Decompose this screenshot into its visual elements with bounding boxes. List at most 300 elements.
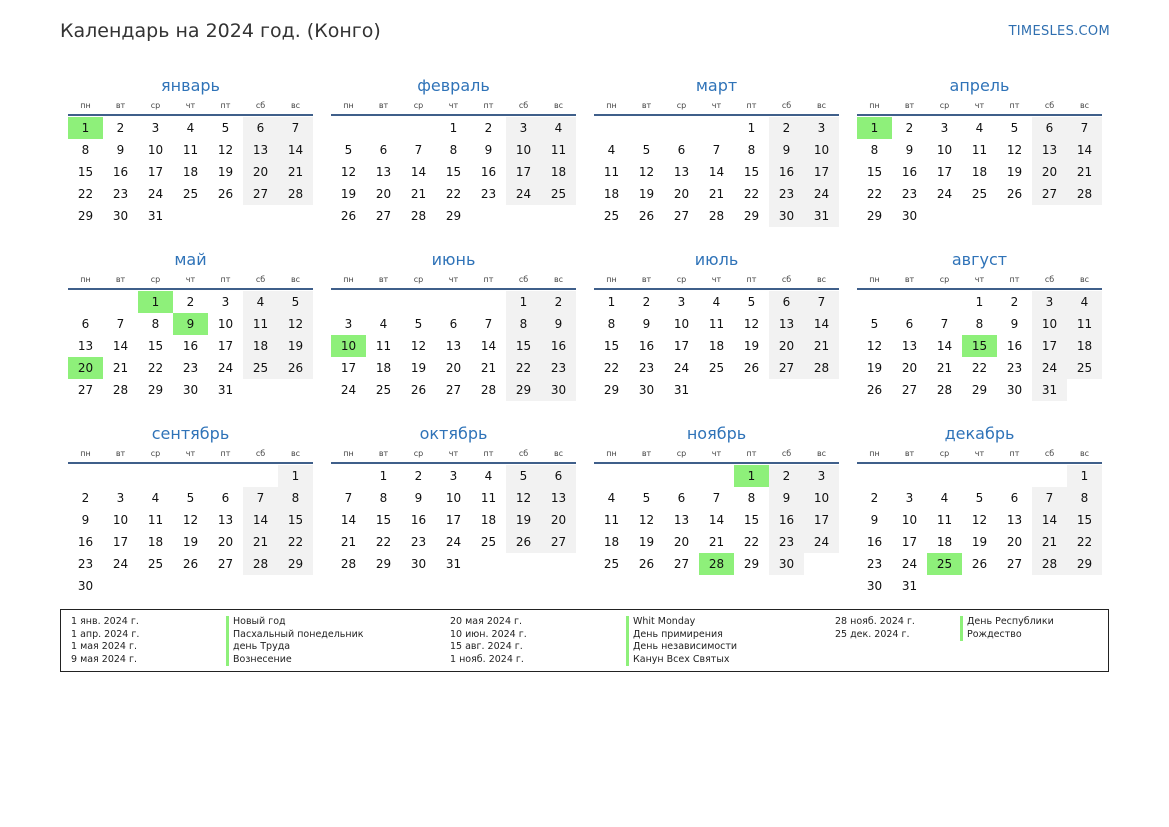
day-cell: 16 bbox=[480, 165, 497, 179]
legend-holiday-name: Whit Monday bbox=[626, 616, 737, 629]
day-cell: 15 bbox=[866, 165, 883, 179]
day-cell: 15 bbox=[603, 339, 620, 353]
weekday-label: чт bbox=[448, 449, 459, 458]
empty-cell bbox=[103, 291, 138, 313]
day-cell: 2 bbox=[870, 491, 879, 505]
day-cell: 23 bbox=[541, 357, 576, 379]
day-cell: 23 bbox=[112, 187, 129, 201]
day-cell: 14 bbox=[112, 339, 129, 353]
month-name: октябрь bbox=[419, 424, 488, 443]
day-cell: 14 bbox=[278, 139, 313, 161]
weekday-header bbox=[68, 98, 313, 116]
day-cell: 9 bbox=[905, 143, 914, 157]
weekday-label: вт bbox=[641, 449, 652, 458]
day-cell: 7 bbox=[712, 143, 721, 157]
day-cell: 16 bbox=[901, 165, 918, 179]
day-cell: 23 bbox=[1006, 361, 1023, 375]
days-grid bbox=[68, 291, 313, 401]
day-cell: 10 bbox=[217, 317, 234, 331]
weekday-label: пн bbox=[343, 449, 354, 458]
weekday-label: чт bbox=[185, 275, 196, 284]
day-cell: 24 bbox=[217, 361, 234, 375]
day-cell: 28 bbox=[708, 209, 725, 223]
day-cell: 12 bbox=[340, 165, 357, 179]
empty-cell bbox=[208, 465, 243, 487]
day-cell: 27 bbox=[243, 183, 278, 205]
weekday-label: чт bbox=[711, 449, 722, 458]
day-cell: 6 bbox=[243, 117, 278, 139]
empty-cell bbox=[103, 465, 138, 487]
weekday-label: вт bbox=[641, 101, 652, 110]
day-cell: 29 bbox=[603, 383, 620, 397]
day-cell: 5 bbox=[414, 317, 423, 331]
weekday-label: ср bbox=[676, 275, 687, 284]
day-cell: 23 bbox=[77, 557, 94, 571]
days-grid bbox=[68, 117, 313, 227]
empty-cell bbox=[331, 117, 366, 139]
weekday-label: пт bbox=[483, 275, 494, 284]
weekday-label: ср bbox=[413, 275, 424, 284]
weekday-label: сб bbox=[518, 275, 529, 284]
weekday-label: пн bbox=[343, 101, 354, 110]
day-cell: 19 bbox=[971, 535, 988, 549]
site-link[interactable]: TIMESLES.COM bbox=[1008, 24, 1110, 39]
day-cell: 30 bbox=[638, 383, 655, 397]
day-cell: 9 bbox=[769, 139, 804, 161]
day-cell: 13 bbox=[375, 165, 392, 179]
day-cell: 6 bbox=[541, 465, 576, 487]
day-cell: 21 bbox=[243, 531, 278, 553]
day-cell: 4 bbox=[607, 491, 616, 505]
day-cell: 6 bbox=[677, 143, 686, 157]
weekday-label: чт bbox=[974, 449, 985, 458]
weekday-label: чт bbox=[448, 275, 459, 284]
legend-holiday-name: День примирения bbox=[626, 629, 737, 642]
empty-cell bbox=[962, 465, 997, 487]
day-cell: 17 bbox=[804, 161, 839, 183]
empty-cell bbox=[331, 291, 366, 313]
day-cell: 24 bbox=[445, 535, 462, 549]
day-cell: 3 bbox=[804, 465, 839, 487]
weekday-label: ср bbox=[939, 449, 950, 458]
day-cell: 28 bbox=[480, 383, 497, 397]
day-cell: 18 bbox=[603, 187, 620, 201]
legend-date: 28 нояб. 2024 г. bbox=[835, 616, 915, 627]
legend-dates-column bbox=[835, 616, 915, 641]
day-cell: 13 bbox=[541, 487, 576, 509]
weekday-label: сб bbox=[781, 275, 792, 284]
day-cell: 25 bbox=[480, 535, 497, 549]
weekday-label: вс bbox=[553, 275, 564, 284]
day-cell: 4 bbox=[541, 117, 576, 139]
day-cell: 29 bbox=[971, 383, 988, 397]
day-cell: 17 bbox=[901, 535, 918, 549]
day-cell: 1 bbox=[506, 291, 541, 313]
day-cell: 15 bbox=[77, 165, 94, 179]
day-cell: 24 bbox=[673, 361, 690, 375]
day-cell: 5 bbox=[1010, 121, 1019, 135]
day-cell: 13 bbox=[673, 513, 690, 527]
day-cell: 18 bbox=[182, 165, 199, 179]
day-cell: 21 bbox=[708, 187, 725, 201]
days-grid bbox=[594, 117, 839, 227]
day-cell: 14 bbox=[243, 509, 278, 531]
weekday-label: вс bbox=[816, 101, 827, 110]
day-cell: 14 bbox=[936, 339, 953, 353]
legend-date: 1 апр. 2024 г. bbox=[71, 628, 140, 640]
day-cell: 22 bbox=[506, 357, 541, 379]
day-cell: 20 bbox=[901, 361, 918, 375]
empty-cell bbox=[366, 117, 401, 139]
legend-date: 20 мая 2024 г. bbox=[450, 616, 523, 627]
day-cell: 23 bbox=[480, 187, 497, 201]
empty-cell bbox=[436, 291, 471, 313]
day-cell: 25 bbox=[541, 183, 576, 205]
weekday-label: вс bbox=[290, 101, 301, 110]
day-cell: 6 bbox=[221, 491, 230, 505]
day-cell: 19 bbox=[506, 509, 541, 531]
day-cell: 10 bbox=[112, 513, 129, 527]
day-cell: 3 bbox=[1032, 291, 1067, 313]
day-cell: 4 bbox=[484, 469, 493, 483]
day-cell: 24 bbox=[901, 557, 918, 571]
day-cell: 9 bbox=[870, 513, 879, 527]
day-cell: 13 bbox=[901, 339, 918, 353]
empty-cell bbox=[173, 465, 208, 487]
day-cell: 27 bbox=[217, 557, 234, 571]
day-cell: 28 bbox=[1032, 553, 1067, 575]
day-cell: 20 bbox=[769, 335, 804, 357]
weekday-label: пн bbox=[343, 275, 354, 284]
days-grid bbox=[857, 117, 1102, 227]
empty-cell bbox=[366, 291, 401, 313]
day-cell: 19 bbox=[340, 187, 357, 201]
day-cell: 23 bbox=[866, 557, 883, 571]
day-cell: 8 bbox=[747, 491, 756, 505]
day-cell: 14 bbox=[480, 339, 497, 353]
empty-cell bbox=[243, 465, 278, 487]
weekday-label: вт bbox=[378, 275, 389, 284]
empty-cell bbox=[927, 465, 962, 487]
weekday-label: сб bbox=[255, 275, 266, 284]
day-cell: 10 bbox=[804, 487, 839, 509]
day-cell: 26 bbox=[1006, 187, 1023, 201]
legend-holiday-name: день Труда bbox=[226, 641, 364, 654]
day-cell: 11 bbox=[243, 313, 278, 335]
weekday-label: сб bbox=[781, 101, 792, 110]
day-cell: 27 bbox=[1006, 557, 1023, 571]
day-cell: 6 bbox=[81, 317, 90, 331]
day-cell: 25 bbox=[375, 383, 392, 397]
day-cell: 2 bbox=[905, 121, 914, 135]
day-cell: 28 bbox=[112, 383, 129, 397]
day-cell: 3 bbox=[940, 121, 949, 135]
day-cell: 9 bbox=[642, 317, 651, 331]
weekday-header bbox=[857, 98, 1102, 116]
day-cell: 30 bbox=[182, 383, 199, 397]
day-cell: 13 bbox=[217, 513, 234, 527]
day-cell: 15 bbox=[506, 335, 541, 357]
day-cell: 26 bbox=[217, 187, 234, 201]
weekday-label: сб bbox=[518, 101, 529, 110]
day-cell: 30 bbox=[77, 579, 94, 593]
day-cell: 25 bbox=[971, 187, 988, 201]
weekday-label: вт bbox=[641, 275, 652, 284]
day-cell: 10 bbox=[901, 513, 918, 527]
weekday-label: вс bbox=[1079, 101, 1090, 110]
day-cell: 7 bbox=[804, 291, 839, 313]
day-cell: 4 bbox=[379, 317, 388, 331]
page-title: Календарь на 2024 год. (Конго) bbox=[60, 20, 381, 42]
month-11 bbox=[594, 422, 839, 596]
day-cell: 27 bbox=[673, 557, 690, 571]
day-cell: 25 bbox=[708, 361, 725, 375]
day-cell: 30 bbox=[112, 209, 129, 223]
day-cell: 17 bbox=[506, 161, 541, 183]
legend-date: 15 авг. 2024 г. bbox=[450, 641, 523, 652]
empty-cell bbox=[629, 117, 664, 139]
day-cell: 13 bbox=[769, 313, 804, 335]
day-cell: 6 bbox=[769, 291, 804, 313]
day-cell: 6 bbox=[1010, 491, 1019, 505]
month-9 bbox=[68, 422, 313, 596]
month-name: февраль bbox=[417, 76, 490, 95]
weekday-label: чт bbox=[448, 101, 459, 110]
month-8 bbox=[857, 248, 1102, 422]
legend-names-column bbox=[960, 616, 1054, 641]
day-cell: 9 bbox=[116, 143, 125, 157]
day-cell: 31 bbox=[804, 205, 839, 227]
weekday-header bbox=[68, 446, 313, 464]
empty-cell bbox=[664, 465, 699, 487]
day-cell: 14 bbox=[410, 165, 427, 179]
days-grid bbox=[68, 465, 313, 597]
day-cell: 5 bbox=[344, 143, 353, 157]
weekday-label: сб bbox=[1044, 101, 1055, 110]
day-cell: 13 bbox=[1006, 513, 1023, 527]
day-cell: 23 bbox=[182, 361, 199, 375]
empty-cell bbox=[699, 117, 734, 139]
empty-cell bbox=[1032, 465, 1067, 487]
weekday-header bbox=[331, 446, 576, 464]
weekday-label: ср bbox=[939, 101, 950, 110]
day-cell: 20 bbox=[1006, 535, 1023, 549]
day-cell: 7 bbox=[940, 317, 949, 331]
day-cell: 1 bbox=[278, 465, 313, 487]
day-cell: 5 bbox=[642, 491, 651, 505]
empty-cell bbox=[401, 291, 436, 313]
day-cell: 19 bbox=[638, 535, 655, 549]
day-cell: 12 bbox=[638, 513, 655, 527]
day-cell: 26 bbox=[182, 557, 199, 571]
day-cell: 25 bbox=[603, 557, 620, 571]
day-cell: 11 bbox=[147, 513, 164, 527]
weekday-header bbox=[594, 446, 839, 464]
day-cell: 1 bbox=[607, 295, 616, 309]
weekday-label: сб bbox=[1044, 275, 1055, 284]
day-cell: 16 bbox=[769, 509, 804, 531]
day-cell: 16 bbox=[77, 535, 94, 549]
day-cell: 27 bbox=[541, 531, 576, 553]
day-cell: 5 bbox=[642, 143, 651, 157]
day-cell: 12 bbox=[1006, 143, 1023, 157]
month-name: сентябрь bbox=[151, 424, 230, 443]
day-cell: 3 bbox=[905, 491, 914, 505]
day-cell: 8 bbox=[379, 491, 388, 505]
day-cell: 9 bbox=[1010, 317, 1019, 331]
day-cell: 8 bbox=[449, 143, 458, 157]
weekday-label: сб bbox=[781, 449, 792, 458]
day-cell: 25 bbox=[243, 357, 278, 379]
day-cell: 14 bbox=[340, 513, 357, 527]
day-cell: 28 bbox=[278, 183, 313, 205]
day-cell: 20 bbox=[243, 161, 278, 183]
weekday-label: пт bbox=[1009, 101, 1020, 110]
weekday-label: вс bbox=[1079, 275, 1090, 284]
weekday-label: пн bbox=[606, 449, 617, 458]
day-cell: 29 bbox=[77, 209, 94, 223]
legend-dates-column bbox=[71, 616, 139, 666]
day-cell: 7 bbox=[1067, 117, 1102, 139]
month-6 bbox=[331, 248, 576, 422]
day-cell: 9 bbox=[414, 491, 423, 505]
day-cell: 3 bbox=[677, 295, 686, 309]
day-cell: 15 bbox=[743, 165, 760, 179]
day-cell: 6 bbox=[449, 317, 458, 331]
day-cell: 13 bbox=[1032, 139, 1067, 161]
day-cell: 8 bbox=[506, 313, 541, 335]
day-cell: 23 bbox=[769, 531, 804, 553]
weekday-label: чт bbox=[185, 449, 196, 458]
weekday-label: пт bbox=[220, 449, 231, 458]
month-name: июль bbox=[694, 250, 739, 269]
day-cell: 22 bbox=[375, 535, 392, 549]
day-cell: 5 bbox=[186, 491, 195, 505]
day-cell: 31 bbox=[1032, 379, 1067, 401]
legend-names-column bbox=[626, 616, 737, 666]
day-cell: 23 bbox=[410, 535, 427, 549]
day-cell: 11 bbox=[603, 165, 620, 179]
weekday-label: сб bbox=[518, 449, 529, 458]
empty-cell bbox=[138, 465, 173, 487]
empty-cell bbox=[927, 291, 962, 313]
day-cell: 6 bbox=[379, 143, 388, 157]
day-cell: 16 bbox=[541, 335, 576, 357]
weekday-header bbox=[331, 98, 576, 116]
day-cell: 3 bbox=[151, 121, 160, 135]
day-cell: 1 bbox=[747, 121, 756, 135]
legend-holiday-name: Вознесение bbox=[226, 654, 364, 667]
day-cell: 4 bbox=[712, 295, 721, 309]
day-cell: 8 bbox=[81, 143, 90, 157]
day-cell: 8 bbox=[975, 317, 984, 331]
day-cell: 17 bbox=[804, 509, 839, 531]
weekday-label: вт bbox=[115, 101, 126, 110]
day-cell: 3 bbox=[344, 317, 353, 331]
day-cell: 24 bbox=[1032, 357, 1067, 379]
day-cell: 30 bbox=[769, 553, 804, 575]
weekday-label: пн bbox=[80, 275, 91, 284]
day-cell: 31 bbox=[445, 557, 462, 571]
day-cell: 7 bbox=[1032, 487, 1067, 509]
weekday-label: вс bbox=[553, 449, 564, 458]
day-cell: 13 bbox=[77, 339, 94, 353]
day-cell: 20 bbox=[541, 509, 576, 531]
day-cell: 2 bbox=[484, 121, 493, 135]
day-cell: 12 bbox=[278, 313, 313, 335]
weekday-label: пн bbox=[869, 449, 880, 458]
weekday-label: пт bbox=[746, 449, 757, 458]
day-cell: 30 bbox=[1006, 383, 1023, 397]
day-cell: 13 bbox=[673, 165, 690, 179]
day-cell: 25 bbox=[1067, 357, 1102, 379]
day-cell: 17 bbox=[217, 339, 234, 353]
day-cell: 10 bbox=[506, 139, 541, 161]
day-cell: 29 bbox=[278, 553, 313, 575]
empty-cell bbox=[68, 291, 103, 313]
day-cell: 28 bbox=[804, 357, 839, 379]
day-cell: 10 bbox=[936, 143, 953, 157]
holiday-legend bbox=[60, 609, 1109, 672]
day-cell: 10 bbox=[1032, 313, 1067, 335]
day-cell: 19 bbox=[410, 361, 427, 375]
day-cell: 2 bbox=[769, 465, 804, 487]
weekday-header bbox=[594, 98, 839, 116]
day-cell: 9 bbox=[541, 313, 576, 335]
empty-cell bbox=[68, 465, 103, 487]
day-cell: 27 bbox=[769, 357, 804, 379]
empty-cell bbox=[857, 291, 892, 313]
day-cell: 25 bbox=[182, 187, 199, 201]
day-cell: 18 bbox=[147, 535, 164, 549]
empty-cell bbox=[594, 117, 629, 139]
day-cell: 17 bbox=[673, 339, 690, 353]
day-cell: 11 bbox=[971, 143, 988, 157]
day-cell: 26 bbox=[506, 531, 541, 553]
day-cell: 16 bbox=[866, 535, 883, 549]
day-cell: 1 bbox=[379, 469, 388, 483]
day-cell: 4 bbox=[1067, 291, 1102, 313]
day-cell: 15 bbox=[375, 513, 392, 527]
weekday-label: пн bbox=[606, 275, 617, 284]
month-10 bbox=[331, 422, 576, 596]
day-cell: 21 bbox=[340, 535, 357, 549]
month-1 bbox=[68, 74, 313, 248]
weekday-label: пт bbox=[483, 101, 494, 110]
day-cell: 21 bbox=[410, 187, 427, 201]
day-cell: 12 bbox=[638, 165, 655, 179]
day-cell: 14 bbox=[708, 513, 725, 527]
day-cell: 5 bbox=[975, 491, 984, 505]
weekday-label: пн bbox=[80, 449, 91, 458]
day-cell: 9 bbox=[81, 513, 90, 527]
weekday-label: вс bbox=[1079, 449, 1090, 458]
day-cell: 16 bbox=[182, 339, 199, 353]
weekday-label: сб bbox=[1044, 449, 1055, 458]
day-cell: 25 bbox=[603, 209, 620, 223]
weekday-label: пн bbox=[869, 275, 880, 284]
day-cell: 4 bbox=[607, 143, 616, 157]
day-cell: 7 bbox=[484, 317, 493, 331]
month-name: март bbox=[695, 76, 738, 95]
weekday-label: вт bbox=[115, 449, 126, 458]
empty-cell bbox=[401, 117, 436, 139]
day-cell: 18 bbox=[480, 513, 497, 527]
day-cell: 23 bbox=[769, 183, 804, 205]
day-cell: 4 bbox=[151, 491, 160, 505]
day-cell: 15 bbox=[147, 339, 164, 353]
day-cell: 11 bbox=[375, 339, 392, 353]
